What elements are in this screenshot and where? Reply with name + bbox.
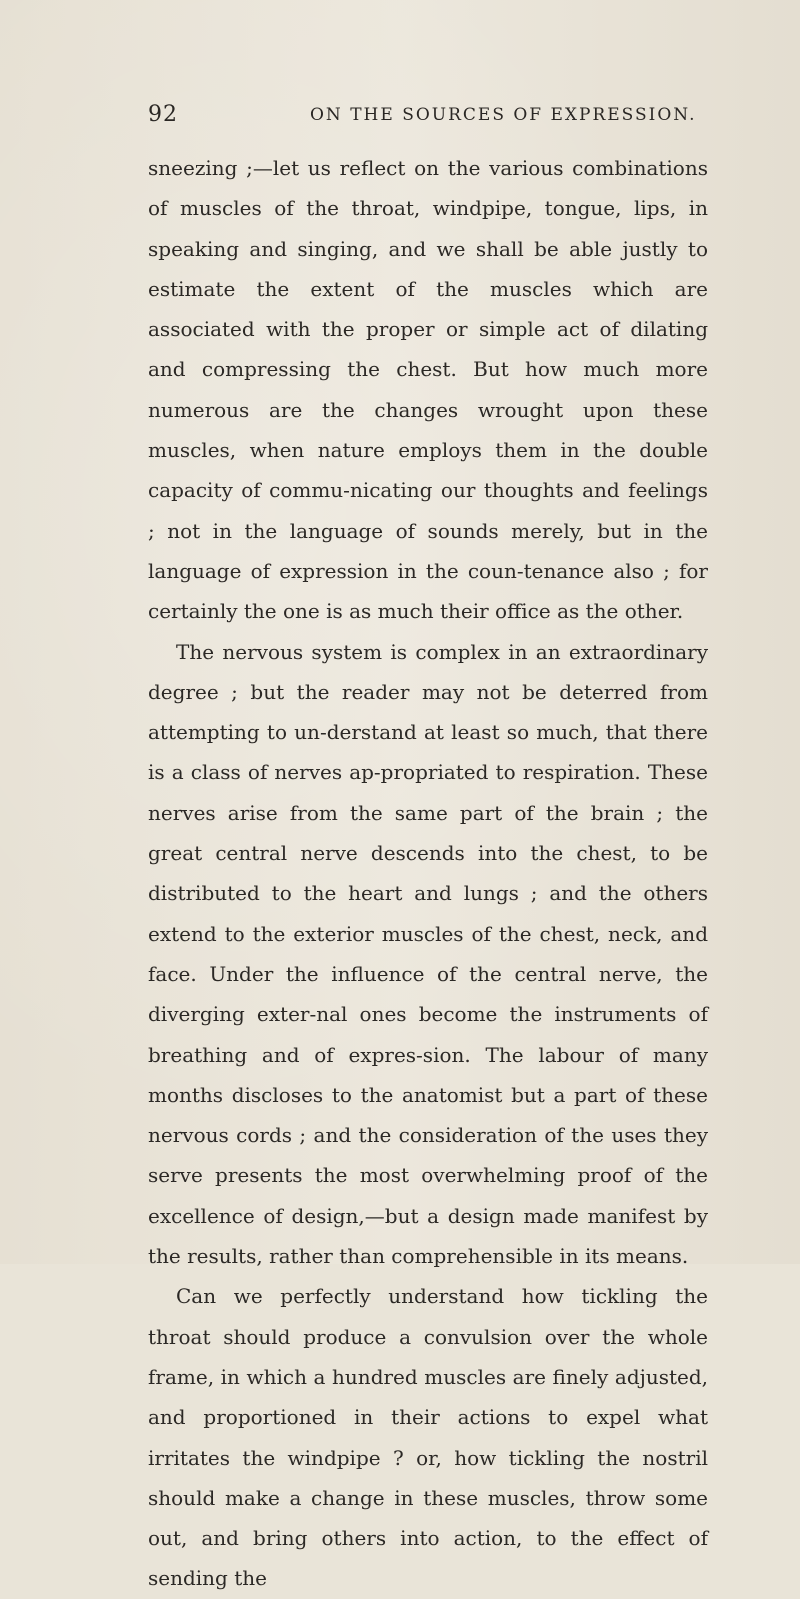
body-text bbox=[148, 148, 708, 1599]
page-number: 92 bbox=[148, 102, 178, 127]
running-title: ON THE SOURCES OF EXPRESSION. bbox=[310, 105, 697, 125]
paragraph-3: Can we perfectly understand how tickling the throat should produce a convulsion over the whole frame, in which a hundred muscles are finely adjusted, and proportioned in their actions to expel what irritates the windpipe ? or, how tickling the nostril should make a change in these muscles, throw some out, and bring others into action, to the effect of sending the bbox=[148, 1284, 708, 1591]
page-header bbox=[148, 102, 708, 134]
paragraph-2: The nervous system is complex in an extraordinary degree ; but the reader may not be deterred from attempting to un-derstand at least so much, that there is a class of nerves ap-propriated to respiration. These nerves arise from the same part of the brain ; the great central nerve descends into the chest, to be distributed to the heart and lungs ; and the others extend to the exterior muscles of the chest, neck, and face. Under the influence of the central nerve, the diverging exter-nal ones become the instruments of breathing and of expres-sion. The labour of many months discloses to the anatomist but a part of these nervous cords ; and the consideration of the uses they serve presents the most overwhelming proof of the excellence of design,—but a design made manifest by the results, rather than comprehensible in its means. bbox=[148, 639, 708, 1269]
paragraph-1: sneezing ;—let us reflect on the various combinations of muscles of the throat, windpipe, tongue, lips, in speaking and singing, and we shall be able justly to estimate the extent of the muscles which are associated with the proper or simple act of dilating and compressing the chest. But how much more numerous are the changes wrought upon these muscles, when nature employs them in the double capacity of commu-nicating our thoughts and feelings ; not in the language of sounds merely, but in the language of expression in the coun-tenance also ; for certainly the one is as much their office as the other. bbox=[148, 156, 708, 624]
